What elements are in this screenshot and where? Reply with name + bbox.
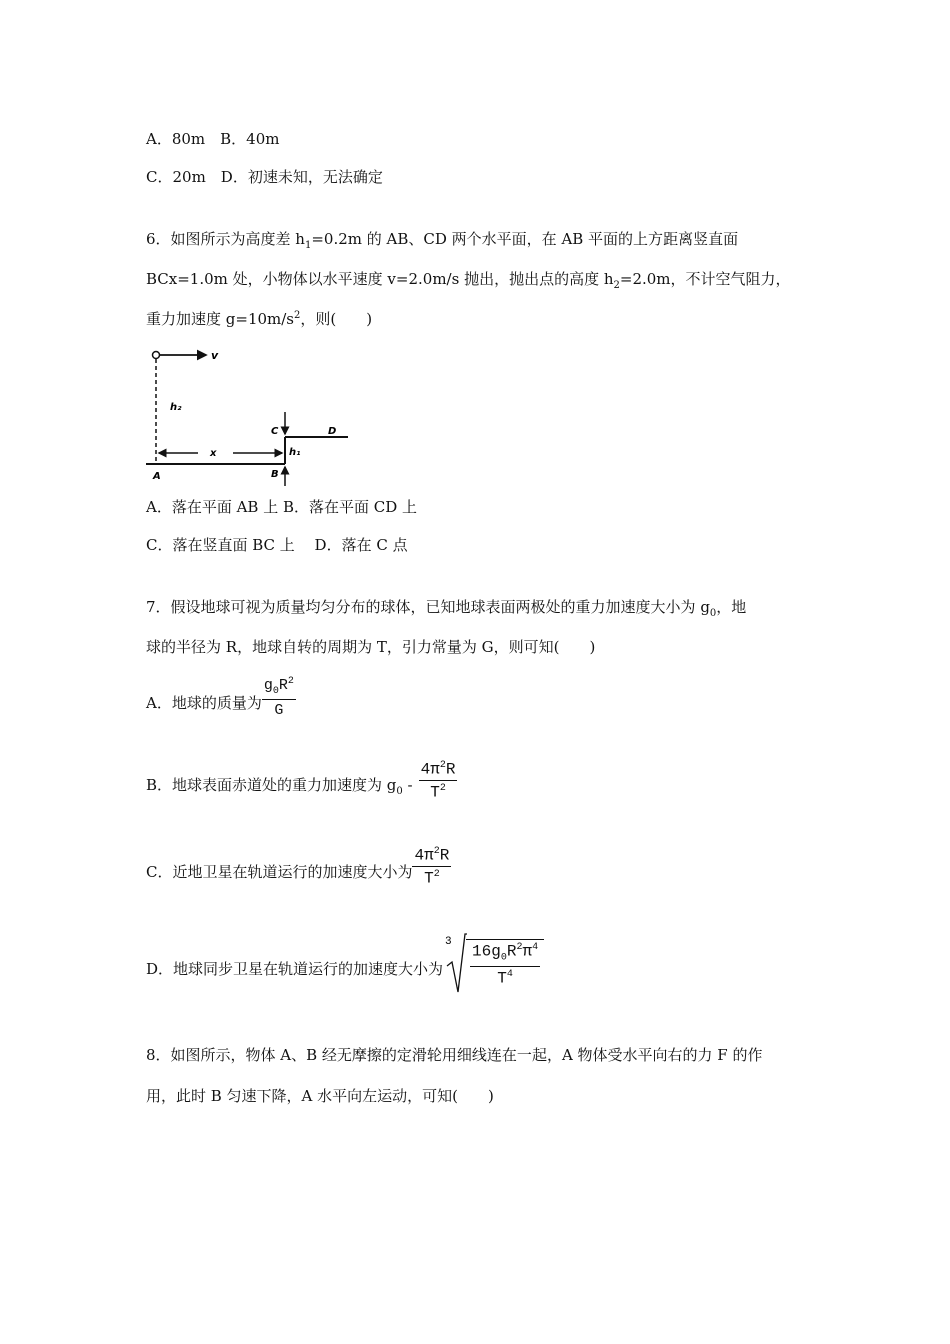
q6-stem-line3-b: ，则( ) [300, 310, 373, 328]
throw-point [153, 352, 160, 359]
label-C: C [271, 426, 279, 437]
cube-root-sign-icon [443, 932, 467, 994]
q7-stem-line1 [146, 596, 746, 619]
q6-options-ab: A．落在平面 AB 上 B．落在平面 CD 上 [146, 498, 418, 516]
label-x: x [210, 448, 217, 459]
q7-option-a-text: A．地球的质量为 [146, 694, 262, 712]
q7-option-b [146, 760, 457, 802]
label-h2: h₂ [170, 402, 182, 413]
q7-option-a-fraction [262, 676, 296, 719]
q7-option-c-fraction [412, 846, 451, 888]
q7-stem-line2: 球的半径为 R，地球自转的周期为 T，引力常量为 G，则可知( ) [146, 638, 596, 656]
q8-stem-line2: 用，此时 B 匀速下降，A 水平向左运动，可知( ) [146, 1087, 494, 1105]
q5-options-cd: C．20m D．初速未知，无法确定 [146, 168, 383, 186]
q6-stem-line2-b: =2.0m，不计空气阻力， [619, 270, 791, 288]
q8-stem-line1: 8．如图所示，物体 A、B 经无摩擦的定滑轮用细线连在一起，A 物体受水平向右的力 F 的作 [146, 1046, 763, 1064]
q7-option-c [146, 846, 451, 888]
q6-stem-line3-a: 重力加速度 g=10m/s [146, 310, 295, 328]
q7-option-a [146, 676, 296, 719]
q6-stem-line1-a: 6．如图所示为高度差 h [146, 230, 305, 248]
label-A: A [153, 471, 161, 482]
fraction-numerator: $4\pi^2R$ [412, 846, 451, 867]
fraction-denominator: $T^2$ [430, 783, 446, 802]
q7-stem-line1-b: ，地 [716, 598, 747, 616]
label-v: v [211, 349, 219, 362]
fraction-denominator: G [274, 702, 284, 719]
q6-figure [143, 344, 358, 489]
q6-stem-line2-a: BCx=1.0m 处，小物体以水平速度 v=2.0m/s 抛出，抛出点的高度 h [146, 270, 614, 288]
label-D: D [328, 426, 337, 437]
fraction-denominator: $T^2$ [424, 869, 440, 888]
label-h1: h₁ [289, 447, 301, 458]
q5-options-ab: A．80m B．40m [146, 130, 280, 148]
q6-stem-line1-sub: 1 [304, 240, 312, 251]
fraction-numerator: $4\pi^2R$ [419, 760, 458, 781]
q7-option-b-fraction [419, 760, 458, 802]
q6-options-cd: C．落在竖直面 BC 上 D．落在 C 点 [146, 536, 408, 554]
q7-stem-line1-a: 7．假设地球可视为质量均匀分布的球体，已知地球表面两极处的重力加速度大小为 g [146, 598, 710, 616]
q7-option-b-text: B．地球表面赤道处的重力加速度为 $g_0$ - [146, 776, 413, 798]
q6-stem-line2-sub: 2 [613, 280, 620, 291]
q7-stem-line1-sub: 0 [709, 608, 717, 619]
fraction-denominator: $T^4$ [497, 968, 513, 987]
fraction-numerator: $g_0R^2$ [262, 676, 296, 700]
q6-stem-line1-b: =0.2m 的 AB、CD 两个水平面，在 AB 平面的上方距离竖直面 [311, 230, 739, 248]
q7-option-d-fraction [466, 939, 544, 987]
q7-option-d-radical [443, 932, 544, 994]
fraction-numerator: $16g_0R^2\pi^4$ [470, 942, 540, 967]
label-B: B [271, 469, 279, 480]
q7-option-d-text: D．地球同步卫星在轨道运行的加速度大小为 [146, 959, 444, 978]
q6-stem-line2 [146, 268, 791, 291]
q7-option-d [146, 932, 544, 994]
q6-stem-line3 [146, 308, 372, 329]
q6-stem-line3-sup: 2 [294, 310, 301, 321]
q6-stem-line1 [146, 228, 738, 251]
q7-option-c-text: C．近地卫星在轨道运行的加速度大小为 [146, 863, 413, 882]
svg-text:3: 3 [445, 936, 452, 948]
